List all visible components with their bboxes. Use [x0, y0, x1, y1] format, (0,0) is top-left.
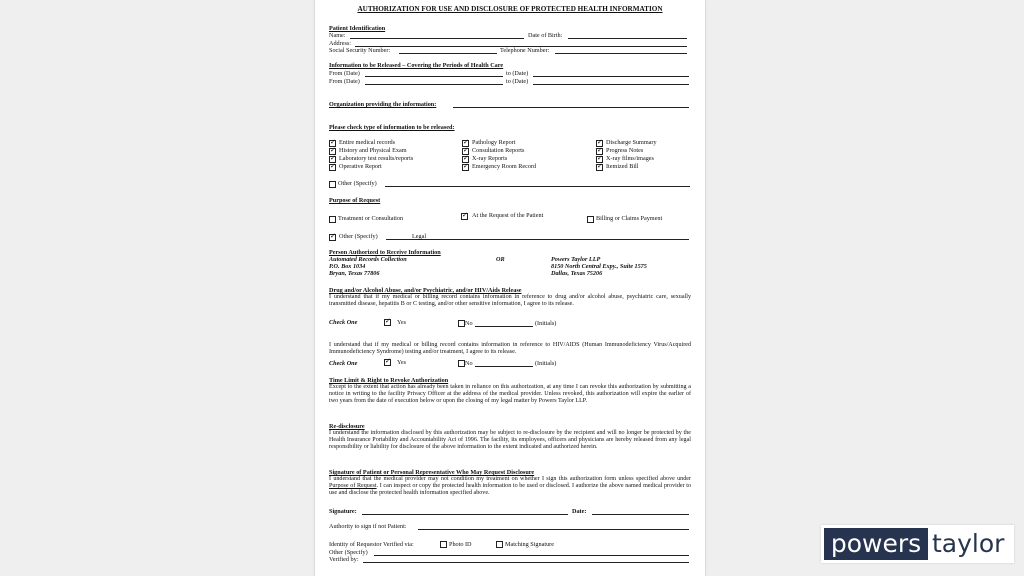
- logo-right-text: taylor: [932, 529, 1005, 558]
- initials-label-1: (Initials): [535, 320, 557, 327]
- checkbox-drug-no[interactable]: [458, 320, 465, 327]
- authorized-left-line: P.O. Box 1034: [329, 263, 366, 270]
- option-label: X-ray films/images: [606, 155, 654, 162]
- checkbox-matching-signature[interactable]: [496, 541, 503, 548]
- from-date-field-1[interactable]: [365, 76, 503, 77]
- option-label: Discharge Summary: [606, 139, 657, 146]
- authorized-right-line: 8150 North Central Expy., Suite 1575: [551, 263, 647, 270]
- verified-by-label: Verified by:: [329, 556, 359, 563]
- to-date-field-1[interactable]: [533, 76, 689, 77]
- yes-label-2: Yes: [397, 359, 407, 366]
- checkbox-drug-yes[interactable]: [384, 319, 391, 326]
- other-verify-label: Other (Specify): [329, 549, 368, 556]
- drug-text-2: I understand that if my medical or billing record contains information in reference to HIV/AIDS (Human Immunodeficiency Virus/Acquired Immunodeficiency Syndrome) testing and/or treatment, I agree to its release.: [329, 342, 691, 356]
- matching-signature-label: Matching Signature: [505, 541, 554, 548]
- form-title: AUTHORIZATION FOR USE AND DISCLOSURE OF PROTECTED HEALTH INFORMATION: [357, 5, 663, 13]
- name-label: Name:: [329, 32, 346, 39]
- option-label: Laboratory test results/reports: [339, 155, 414, 162]
- checkbox-other-purpose[interactable]: [329, 234, 336, 241]
- from-date-label-2: From (Date): [329, 78, 360, 85]
- checkbox-operative-report[interactable]: [329, 164, 336, 171]
- form-page: [315, 0, 705, 576]
- purpose-heading: Purpose of Request: [329, 197, 381, 204]
- authorized-heading: Person Authorized to Receive Information: [329, 249, 441, 256]
- option-label: Operative Report: [339, 163, 382, 170]
- other-verify-field[interactable]: [374, 555, 689, 556]
- checkbox-hiv-yes[interactable]: [384, 359, 391, 366]
- hiv-initials-field[interactable]: [475, 366, 533, 367]
- option-label: Entire medical records: [339, 139, 396, 146]
- to-date-label-2: to (Date): [506, 78, 529, 85]
- to-date-label-1: to (Date): [506, 70, 529, 77]
- option-label: X-ray Reports: [472, 155, 508, 162]
- check-one-label-1: Check One: [329, 319, 358, 326]
- dob-label: Date of Birth:: [528, 32, 563, 39]
- redisclosure-heading: Re-disclosure: [329, 423, 365, 430]
- info-released-heading: Information to be Released – Covering the Periods of Health Care: [329, 62, 504, 69]
- dob-field[interactable]: [568, 38, 687, 39]
- yes-label-1: Yes: [397, 319, 407, 326]
- from-date-label-1: From (Date): [329, 70, 360, 77]
- organization-field[interactable]: [453, 107, 689, 108]
- authorized-right-line: Dallas, Texas 75206: [551, 270, 603, 277]
- date-field[interactable]: [592, 514, 689, 515]
- no-label-1: No: [465, 320, 473, 327]
- option-label: Itemized Bill: [606, 163, 639, 170]
- option-label: Emergency Room Record: [472, 163, 537, 170]
- photo-id-label: Photo ID: [449, 541, 472, 548]
- signature-label: Signature:: [329, 508, 357, 515]
- signature-field[interactable]: [362, 514, 568, 515]
- checkbox-photo-id[interactable]: [440, 541, 447, 548]
- authorized-left-line: Automated Records Collection: [329, 256, 407, 263]
- or-label: OR: [496, 256, 505, 263]
- checkbox-itemized-bill[interactable]: [596, 164, 603, 171]
- purpose-option-label: Billing or Claims Payment: [596, 215, 663, 222]
- patient-heading: Patient Identification: [329, 25, 386, 32]
- option-label: Progress Notes: [606, 147, 644, 154]
- other-purpose-label: Other (Specify): [339, 233, 378, 240]
- from-date-field-2[interactable]: [365, 84, 503, 85]
- name-field[interactable]: [350, 38, 524, 39]
- powers-taylor-logo: [821, 525, 1014, 563]
- phone-field[interactable]: [555, 53, 687, 54]
- signature-heading: Signature of Patient or Personal Representative Who May Request Disclosure: [329, 469, 535, 476]
- drug-heading: Drug and/or Alcohol Abuse, and/or Psychiatric, and/or HIV/Aids Release: [329, 287, 522, 294]
- to-date-field-2[interactable]: [533, 84, 689, 85]
- phone-label: Telephone Number:: [500, 47, 550, 54]
- address-label: Address:: [329, 40, 351, 47]
- redisclosure-text: I understand the information disclosed by this authorization may be subject to re-disclosure by the recipient and will no longer be protected by the Health Insurance Portability and Accountability Act of 1996. The facility, its employees, officers and physicians are hereby released from any legal responsibility or liability for disclosure of the above information to the extent indicated and authorized herein.: [329, 430, 691, 451]
- checkbox-billing[interactable]: [587, 216, 594, 223]
- checkbox-hiv-no[interactable]: [458, 360, 465, 367]
- date-label: Date:: [572, 508, 587, 515]
- purpose-option-label: Treatment or Consultation: [338, 215, 404, 222]
- option-label: History and Physical Exam: [339, 147, 407, 154]
- time-limit-heading: Time Limit & Right to Revoke Authorization: [329, 377, 449, 384]
- organization-label: Organization providing the information:: [329, 101, 437, 108]
- time-limit-text: Except to the extent that action has already been taken in reliance on this authorization, at any time I can revoke this authorization by submitting a notice in writing to the facility Privacy Officer at the address of the medical provider. Unless revoked, this authorization will expire the earlier of two years from the date of execution below or upon the closing of my legal matter by Powers Taylor LLP.: [329, 384, 691, 405]
- purpose-option-label: At the Request of the Patient: [472, 212, 544, 219]
- option-label: Pathology Report: [472, 139, 516, 146]
- info-type-heading: Please check type of information to be released:: [329, 124, 455, 131]
- identity-label: Identity of Requestor Verified via:: [329, 541, 414, 548]
- check-one-label-2: Check One: [329, 360, 358, 367]
- other-purpose-value: Legal: [412, 233, 427, 240]
- no-label-2: No: [465, 360, 473, 367]
- authorized-left-line: Bryan, Texas 77806: [329, 270, 380, 277]
- verified-by-field[interactable]: [363, 562, 689, 563]
- checkbox-er-record[interactable]: [462, 164, 469, 171]
- drug-initials-field[interactable]: [475, 326, 533, 327]
- authority-field[interactable]: [418, 529, 689, 530]
- checkbox-other-info[interactable]: [329, 181, 336, 188]
- other-info-field[interactable]: [385, 186, 690, 187]
- checkbox-patient-request[interactable]: [461, 213, 468, 220]
- authorized-right-line: Powers Taylor LLP: [551, 256, 601, 263]
- other-info-label: Other (Specify): [338, 180, 377, 187]
- logo-left-block: powers: [824, 528, 928, 560]
- checkbox-treatment[interactable]: [329, 216, 336, 223]
- ssn-field[interactable]: [399, 53, 497, 54]
- authority-label: Authority to sign if not Patient:: [329, 523, 407, 530]
- initials-label-2: (Initials): [535, 360, 557, 367]
- ssn-label: Social Security Number:: [329, 47, 391, 54]
- signature-text: I understand that the medical provider may not condition my treatment on whether I sign this authorization form unless specified above under Purpose of Request. I can inspect or copy the protected health information to be used or disclosed. I authorize the above named medical provider to use and disclose the protected health information specified above.: [329, 476, 692, 497]
- drug-text-1: I understand that if my medical or billing record contains information in reference to drug and/or alcohol abuse, psychiatric care, sexually transmitted disease, hepatitis B or C testing, and/or other sensitive information, I agree to its release.: [329, 294, 691, 308]
- option-label: Consultation Reports: [472, 147, 525, 154]
- other-purpose-field[interactable]: [386, 239, 689, 240]
